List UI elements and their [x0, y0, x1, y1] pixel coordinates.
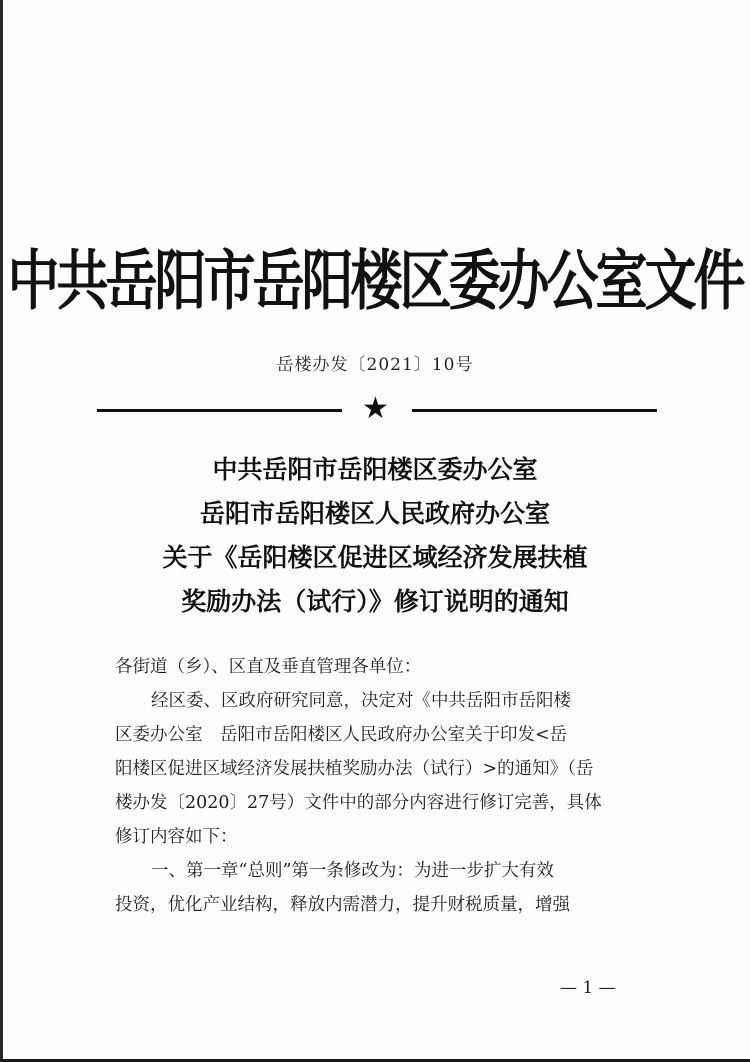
heading-line-1: 中共岳阳市岳阳楼区委办公室 — [212, 455, 538, 484]
heading-line-4: 奖励办法（试行）》修订说明的通知 — [181, 587, 569, 616]
separator-line-right — [412, 409, 657, 412]
notice-body — [115, 650, 655, 922]
heading-line-3: 关于《岳阳楼区促进区域经济发展扶植 — [162, 543, 588, 572]
paragraph-line: 一、第一章“总则”第一条修改为：为进一步扩大有效 — [151, 861, 554, 881]
paragraph-line: 区委办公室 岳阳市岳阳楼区人民政府办公室关于印发<岳 — [115, 725, 568, 745]
page-number: — 1 — — [560, 978, 616, 998]
paragraph-line: 修订内容如下： — [115, 827, 238, 847]
document-number: 岳楼办发〔2021〕10号 — [276, 355, 474, 375]
paragraph-line: 投资，优化产业结构，释放内需潜力，提升财税质量，增强 — [115, 895, 570, 915]
heading-line-2: 岳阳市岳阳楼区人民政府办公室 — [199, 499, 550, 528]
salutation: 各街道（乡）、区直及垂直管理各单位： — [115, 657, 422, 677]
paragraph-line: 经区委、区政府研究同意，决定对《中共岳阳市岳阳楼 — [151, 691, 571, 711]
star-icon: ★ — [362, 391, 389, 426]
scan-edge-left — [0, 0, 3, 1062]
paragraph-line: 阳楼区促进区域经济发展扶植奖励办法（试行）>的通知》（岳 — [115, 759, 594, 779]
issuer-title: 中共岳阳市岳阳楼区委办公室文件 — [7, 244, 743, 320]
separator-line-left — [97, 409, 342, 412]
separator-rule — [97, 391, 657, 426]
paragraph-line: 楼办发〔2020〕27号）文件中的部分内容进行修订完善，具体 — [115, 793, 602, 813]
